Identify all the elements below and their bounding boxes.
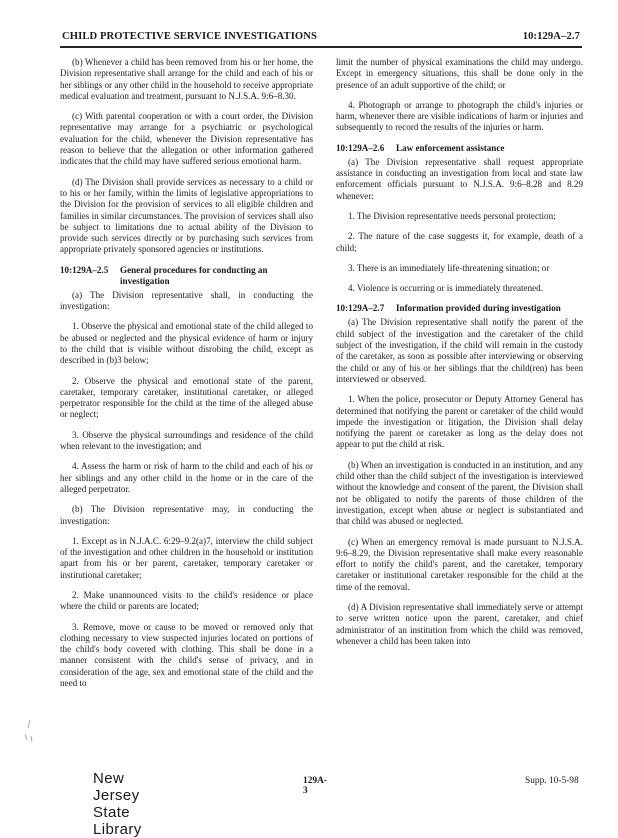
supplement-date: Supp. 10-5-98	[525, 776, 579, 786]
section-title: Law enforcement assistance	[396, 142, 505, 153]
section-title: General procedures for conducting an investigation	[120, 264, 268, 286]
paragraph: 4. Assess the harm or risk of harm to the child and each of his or her siblings and any other child in the home or in the care of the alleged perpetrator.	[60, 461, 313, 494]
paragraph: (a) The Division representative shall request appropriate assistance in conducting an investigation from local and state law enforcement officials pursuant to N.J.S.A. 9:6–8.28 and 8.29 whenever:	[336, 156, 583, 201]
section-number: 10:129A–2.7	[336, 303, 385, 314]
left-column	[60, 57, 313, 698]
page-number: 129A-3	[303, 776, 327, 796]
paragraph: 2. The nature of the case suggests it, for example, death of a child;	[336, 231, 583, 253]
paragraph: 4. Photograph or arrange to photograph the child's injuries or harm, whenever there are visible indications of harm or injuries and subsequently to record the results of the injuries or harm.	[336, 99, 583, 133]
header-section-code: 10:129A–2.7	[522, 31, 580, 42]
paragraph: (c) When an emergency removal is made pursuant to N.J.S.A. 9:6–8.29, the Division representative shall make every reasonable effort to notify the child's parent, and the caretaker, temporary caretaker or institutional caretaker responsible for the child at the time of the removal.	[336, 536, 583, 592]
section-heading	[336, 143, 583, 154]
paragraph: 1. The Division representative needs personal protection;	[348, 210, 556, 221]
paragraph: 1. When the police, prosecutor or Deputy Attorney General has determined that notifying the parent or caretaker of the child would impede the investigation or litigation, the Division shall delay notifying the parent or caretaker as long as the delay does not appear to put the child at risk.	[336, 394, 583, 450]
paragraph: (a) The Division representative shall notify the parent of the child subject of the investigation and the caretaker of the child subject of the investigation, if the child will remain in the custody of the caretaker, as soon as possible after interviewing or observing the child or any of his or her siblings that the child(ren) has been interviewed or observed.	[336, 317, 583, 384]
section-heading	[336, 303, 583, 314]
running-header	[62, 31, 580, 47]
paragraph: 3. There is an immediately life-threatening situation; or	[348, 262, 550, 273]
section-number: 10:129A–2.6	[336, 142, 385, 153]
paragraph: (c) With parental cooperation or with a court order, the Division representative may arrange for a psychiatric or psychological evaluation for the child, whenever the Division representative has reason to believe that the allegation or other information gathered indicates that the child may have suffered serious emotional harm.	[60, 111, 313, 167]
paragraph: (b) The Division representative may, in conducting the investigation:	[60, 504, 313, 526]
paragraph: 4. Violence is occurring or is immediately threatened.	[348, 283, 543, 294]
right-column	[336, 57, 583, 656]
header-rule	[60, 46, 582, 48]
section-number: 10:129A–2.5	[60, 264, 109, 275]
margin-scribble-icon	[22, 718, 36, 744]
paragraph: (d) A Division representative shall immediately serve or attempt to serve written notice upon the parent, caretaker, and chief administrator of an institution from which the child was removed, whenever a child has been taken into	[336, 601, 583, 646]
paragraph: 2. Observe the physical and emotional state of the parent, caretaker, temporary caretaker, institutional caretaker, or alleged perpetrator responsible for the child at the time of the alleged abuse or neglect;	[60, 375, 313, 420]
paragraph: 2. Make unannounced visits to the child's residence or place where the child or parents are located;	[60, 589, 313, 612]
paragraph: (a) The Division representative shall, in conducting the investigation:	[60, 289, 313, 312]
paragraph: (b) Whenever a child has been removed from his or her home, the Division representative shall arrange for the child and each of his or her siblings or any other child in the household to receive appropriate medical evaluation and treatment, pursuant to N.J.S.A. 9:6–8.30.	[60, 57, 313, 101]
paragraph: 3. Observe the physical surroundings and residence of the child when relevant to the investigation; and	[60, 429, 313, 452]
paragraph: 1. Observe the physical and emotional state of the child alleged to be abused or neglected and the physical evidence of harm or injury to the child that is visible without disrobing the child, except as described in (b)3 below;	[60, 321, 313, 366]
paragraph: 3. Remove, move or cause to be moved or removed only that clothing necessary to view suspected injuries located on portions of the child's body covered with clothing. This shall be done in a manner consistent with the child's sense of privacy, and in consideration of the age, sex and emotional state of the child and the need to	[60, 621, 313, 689]
section-title: Information provided during investigation	[396, 303, 561, 314]
section-heading	[60, 265, 313, 287]
library-stamp: New Jersey State Library	[93, 770, 142, 838]
paragraph: (d) The Division shall provide services as necessary to a child or to his or her family, within the limits of legislative appropriations to the Division for the provision of services to all eligible children and families in similar circumstances. The provision of services shall also be subject to limitations due to actual ability of the Division to provide such services directly or by purchasing such services from appropriate privately sponsored agencies or institutions.	[60, 176, 313, 255]
paragraph: limit the number of physical examinations the child may undergo. Except in emergency situations, this shall be done only in the presence of an adult supportive of the child; or	[336, 57, 583, 90]
paragraph: (b) When an investigation is conducted in an institution, and any child other than the child subject of the investigation is interviewed without the knowledge and consent of the parent, the Division shall not be obligated to notify the parents of those children of the investigation, except when abuse or neglect is substantiated and that child was abused or neglected.	[336, 459, 583, 527]
header-title: CHILD PROTECTIVE SERVICE INVESTIGATIONS	[62, 31, 317, 42]
paragraph: 1. Except as in N.J.A.C. 6:29–9.2(a)7, interview the child subject of the investigation and other children in the household or institution apart from his or her parent, caretaker, temporary caretaker or institutional caretaker;	[60, 535, 313, 580]
